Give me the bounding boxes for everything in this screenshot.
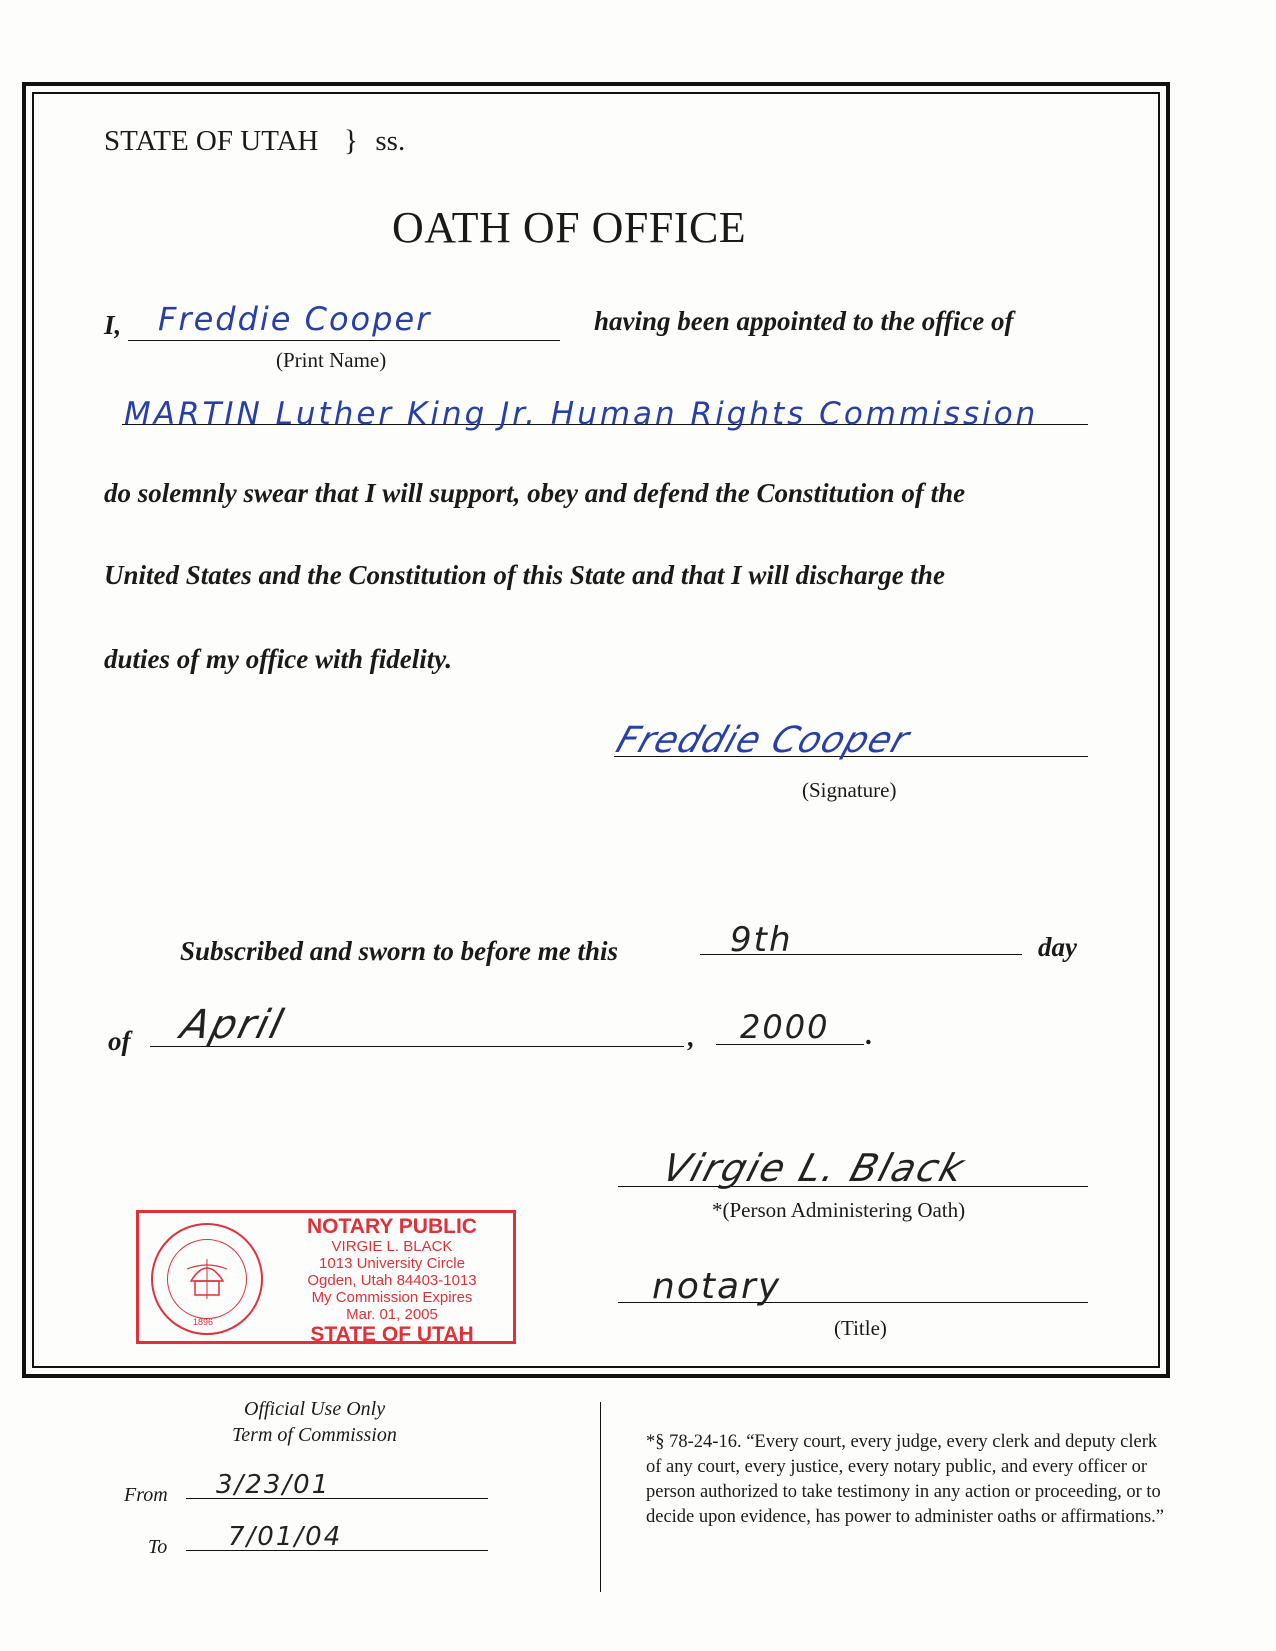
stamp-expires-label: My Commission Expires bbox=[311, 1289, 473, 1306]
notary-stamp bbox=[136, 1210, 516, 1344]
comma: , bbox=[688, 1022, 695, 1052]
state-heading bbox=[104, 124, 405, 158]
year-value: 2000 bbox=[740, 1008, 830, 1046]
statute-text: *§ 78-24-16. “Every court, every judge, every clerk and deputy clerk of any court, every justice, every notary public, and every officer or person authorized to take testimony in any action or proceeding, or to decide upon evidence, has power to administer oaths or affirmations.” bbox=[646, 1432, 1165, 1527]
print-name-line bbox=[128, 340, 560, 341]
title-caption: (Title) bbox=[834, 1316, 887, 1340]
oath-line-2: United States and the Constitution of this State and that I will discharge the bbox=[104, 560, 945, 590]
month-value: April bbox=[176, 1002, 290, 1048]
day-label: day bbox=[1038, 932, 1077, 962]
state-name: STATE OF UTAH bbox=[104, 125, 319, 157]
seal-inner-ring bbox=[167, 1239, 247, 1319]
stamp-notary-name: VIRGIE L. BLACK bbox=[331, 1238, 453, 1255]
official-use-subtitle: Term of Commission bbox=[232, 1424, 397, 1446]
oath-line-1: do solemnly swear that I will support, obey and defend the Constitution of the bbox=[104, 478, 966, 508]
sworn-text: Subscribed and sworn to before me this bbox=[180, 936, 619, 966]
stamp-heading: NOTARY PUBLIC bbox=[307, 1215, 477, 1238]
to-label: To bbox=[148, 1536, 168, 1558]
inner-border bbox=[32, 92, 1160, 1368]
stamp-state: STATE OF UTAH bbox=[310, 1323, 474, 1346]
footer-divider bbox=[600, 1402, 601, 1592]
stamp-text-block bbox=[267, 1215, 517, 1346]
administrator-caption: *(Person Administering Oath) bbox=[712, 1198, 966, 1222]
administrator-signature: Virgie L. Black bbox=[657, 1146, 971, 1190]
stamp-address-2: Ogden, Utah 84403-1013 bbox=[307, 1272, 477, 1289]
of-label: of bbox=[108, 1026, 131, 1056]
from-value: 3/23/01 bbox=[216, 1470, 331, 1500]
oath-prefix: I, bbox=[104, 310, 122, 340]
brace: } bbox=[343, 124, 359, 157]
seal-year: 1896 bbox=[193, 1317, 214, 1327]
official-use-title: Official Use Only bbox=[244, 1398, 386, 1420]
ss-label: ss. bbox=[375, 125, 406, 157]
stamp-address-1: 1013 University Circle bbox=[319, 1255, 465, 1272]
state-seal bbox=[151, 1223, 263, 1335]
oath-line-3: duties of my office with fidelity. bbox=[104, 644, 452, 674]
day-value: 9th bbox=[730, 920, 793, 960]
print-name-caption: (Print Name) bbox=[276, 348, 387, 372]
from-label: From bbox=[124, 1484, 168, 1506]
signature-value: Freddie Cooper bbox=[611, 720, 915, 761]
signature-caption: (Signature) bbox=[802, 778, 897, 802]
to-value: 7/01/04 bbox=[228, 1522, 343, 1552]
office-value: MARTIN Luther King Jr. Human Rights Commission bbox=[124, 396, 1039, 432]
appointed-text: having been appointed to the office of bbox=[594, 306, 1014, 336]
printed-name-value: Freddie Cooper bbox=[158, 300, 432, 338]
page-title: OATH OF OFFICE bbox=[392, 203, 747, 252]
stamp-expires-date: Mar. 01, 2005 bbox=[346, 1306, 438, 1323]
period: . bbox=[866, 1020, 873, 1050]
title-value: notary bbox=[652, 1266, 782, 1307]
